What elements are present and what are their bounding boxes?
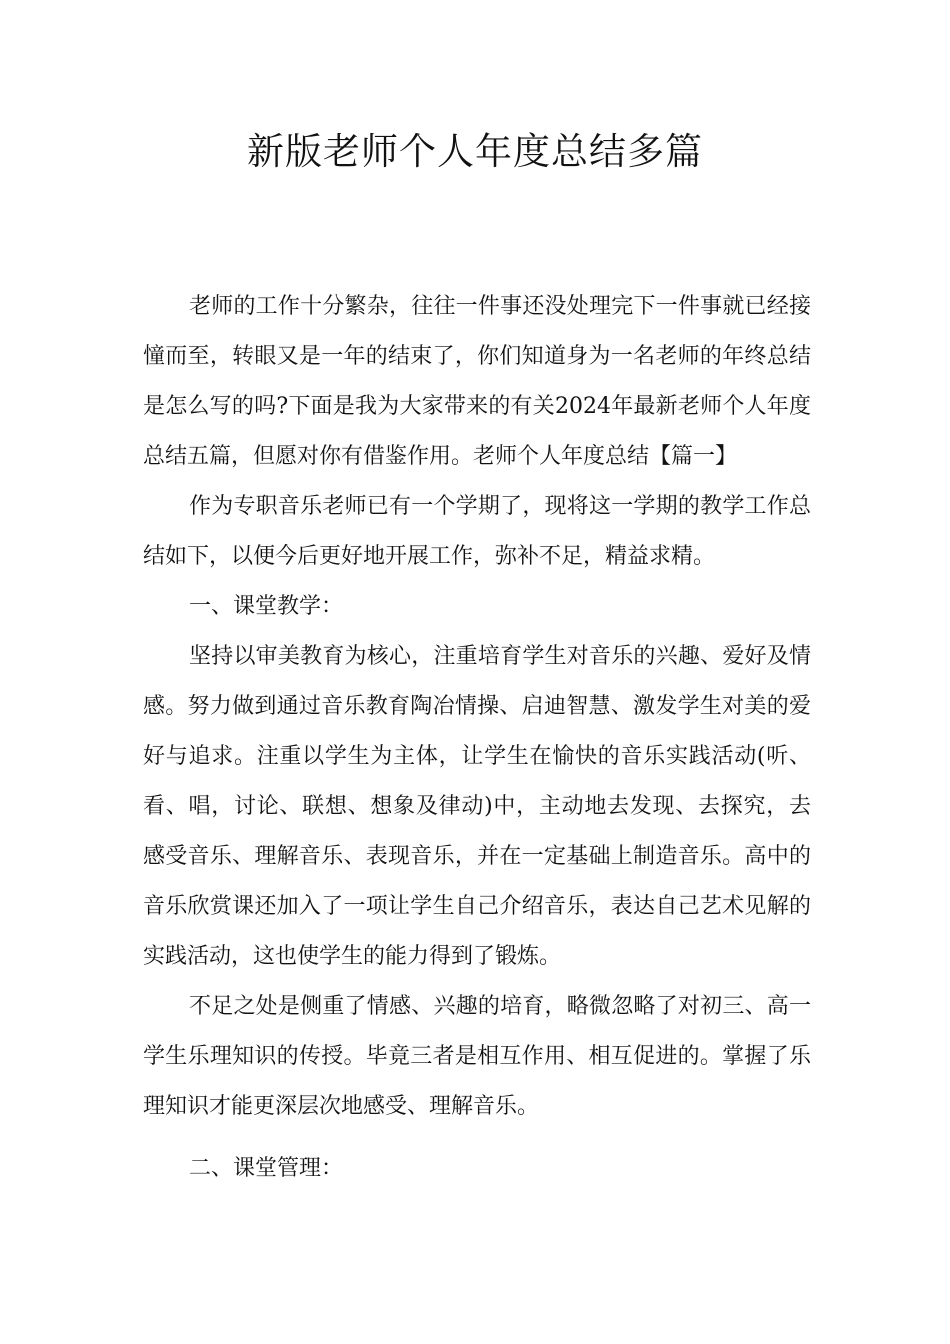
classroom-teaching-paragraph: 坚持以审美教育为核心，注重培育学生对音乐的兴趣、爱好及情感。努力做到通过音乐教育陶冶情操、启迪智慧、激发学生对美的爱好与追求。注重以学生为主体，让学生在愉快的音乐实践活动(听、看、唱，讨论、联想、想象及律动)中，主动地去发现、去探究，去感受音乐、理解音乐、表现音乐，并在一定基础上制造音乐。高中的音乐欣赏课还加入了一项让学生自己介绍音乐，表达自己艺术见解的实践活动，这也使学生的能力得到了锻炼。 [143, 644, 811, 969]
document-body [143, 282, 811, 1194]
overview-paragraph: 作为专职音乐老师已有一个学期了，现将这一学期的教学工作总结如下，以便今后更好地开展工作，弥补不足，精益求精。 [143, 494, 811, 569]
section-heading-classroom-management: 二、课堂管理： [189, 1156, 344, 1181]
section-spacer [143, 1132, 811, 1144]
intro-paragraph: 老师的工作十分繁杂，往往一件事还没处理完下一件事就已经接憧而至，转眼又是一年的结束了，你们知道身为一名老师的年终总结是怎么写的吗?下面是我为大家带来的有关2024年最新老师个人年度总结五篇，但愿对你有借鉴作用。老师个人年度总结【篇一】 [143, 294, 811, 469]
shortcomings-paragraph: 不足之处是侧重了情感、兴趣的培育，略微忽略了对初三、高一学生乐理知识的传授。毕竟三者是相互作用、相互促进的。掌握了乐理知识才能更深层次地感受、理解音乐。 [143, 994, 811, 1119]
section-heading-classroom-teaching: 一、课堂教学： [189, 594, 344, 619]
document-title: 新版老师个人年度总结多篇 [247, 130, 703, 173]
